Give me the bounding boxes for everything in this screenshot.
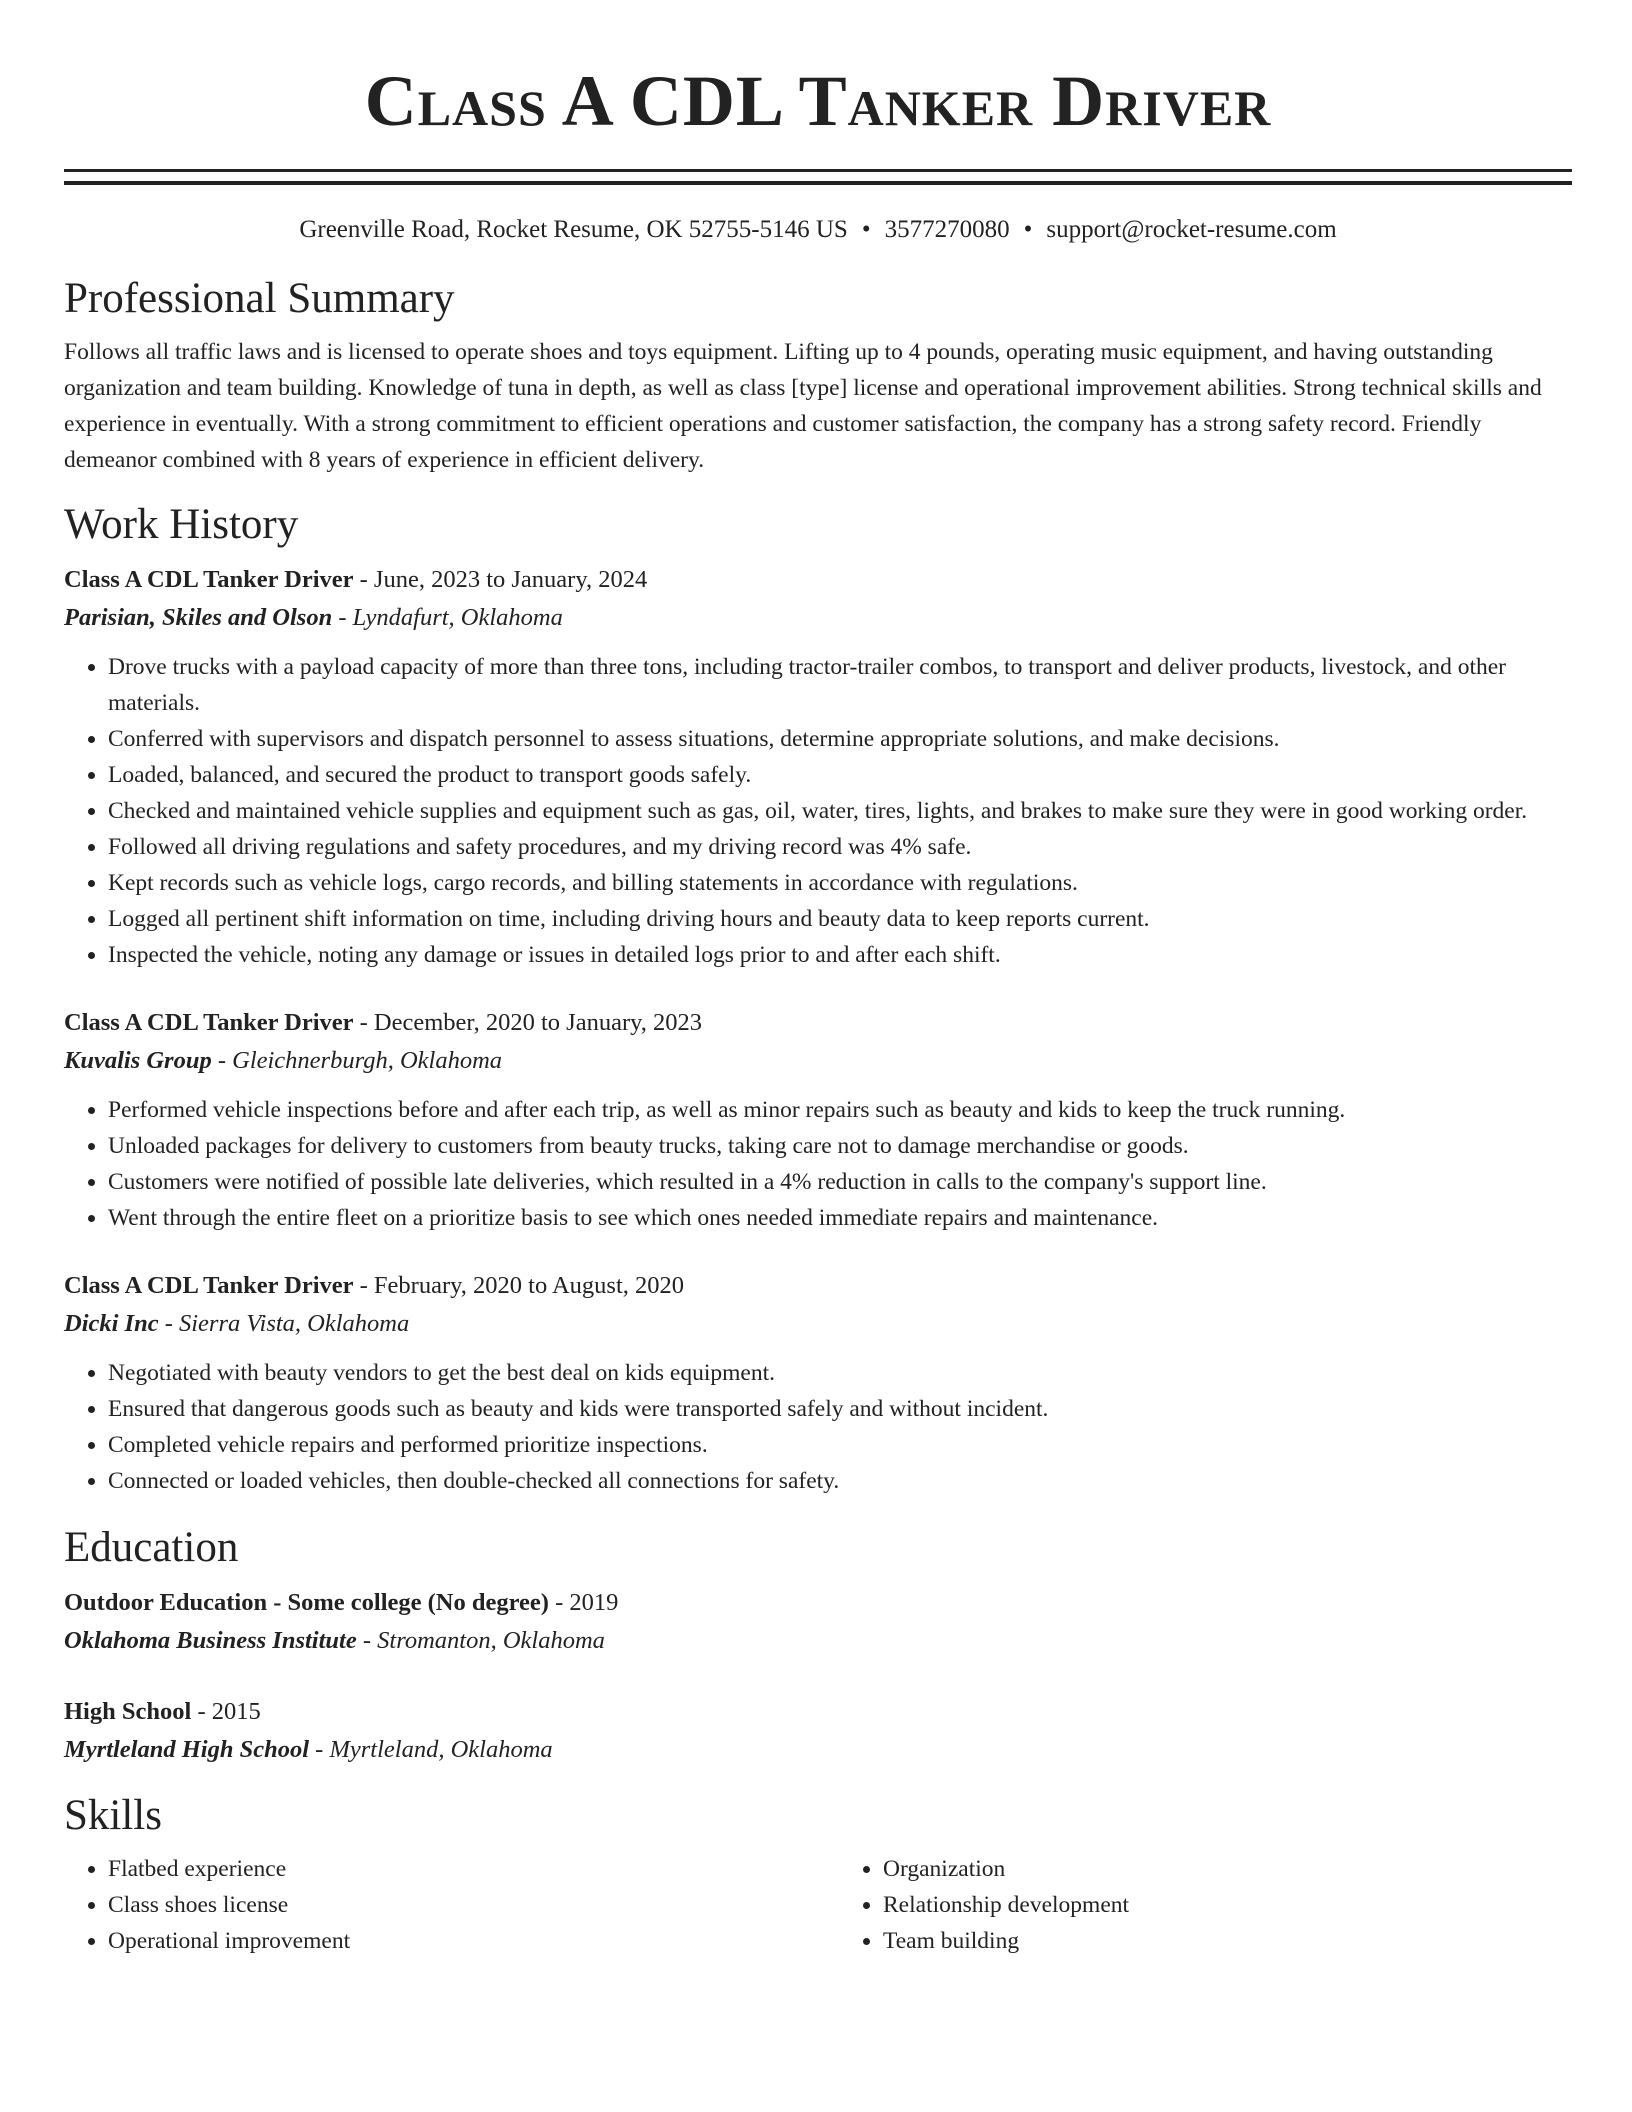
- education-degree: High School: [64, 1698, 192, 1725]
- work-history-heading: Work History: [64, 501, 299, 548]
- list-item: • Checked and maintained vehicle supplies and equipment such as gas, oil, water, tires, lights, and brakes to make sure they were in good working order.: [108, 793, 1572, 829]
- education-school: Oklahoma Business Institute: [64, 1627, 357, 1654]
- skills-list: [64, 1851, 1572, 1959]
- education-school-line: [64, 1621, 1572, 1660]
- list-item: • Performed vehicle inspections before and after each trip, as well as minor repairs such as beauty and kids to keep the truck running.: [108, 1092, 1572, 1128]
- skill-item: • Flatbed experience: [108, 1851, 797, 1887]
- job-company: Kuvalis Group: [64, 1047, 212, 1074]
- education-school-line: [64, 1730, 1572, 1769]
- job-bullets: [64, 1092, 1572, 1236]
- job-role: Class A CDL Tanker Driver: [64, 566, 354, 593]
- job-entry: [64, 1005, 1572, 1236]
- education-degree-line: [64, 1585, 1572, 1621]
- list-item: • Negotiated with beauty vendors to get the best deal on kids equipment.: [108, 1355, 1572, 1391]
- job-dates: - June, 2023 to January, 2024: [353, 566, 648, 593]
- list-item: • Drove trucks with a payload capacity of more than three tons, including tractor-trailer combos, to transport and deliver products, livestock, and other materials.: [108, 649, 1572, 721]
- summary-heading: Professional Summary: [64, 275, 455, 322]
- skill-item: • Team building: [883, 1923, 1572, 1959]
- education-degree: Outdoor Education - Some college (No degree): [64, 1589, 549, 1616]
- list-item: • Unloaded packages for delivery to customers from beauty trucks, taking care not to damage merchandise or goods.: [108, 1128, 1572, 1164]
- education-year: - 2015: [191, 1698, 261, 1725]
- job-dates: - December, 2020 to January, 2023: [353, 1009, 703, 1036]
- list-item: • Completed vehicle repairs and performed prioritize inspections.: [108, 1427, 1572, 1463]
- list-item: • Logged all pertinent shift information on time, including driving hours and beauty data to keep reports current.: [108, 901, 1572, 937]
- job-company-line: [64, 1304, 1572, 1343]
- resume-page: [64, 0, 1572, 1959]
- education-entry: [64, 1694, 1572, 1769]
- job-company-line: [64, 598, 1572, 637]
- list-item: • Connected or loaded vehicles, then double-checked all connections for safety.: [108, 1463, 1572, 1499]
- job-location: - Gleichnerburgh, Oklahoma: [211, 1047, 503, 1074]
- skill-item: • Organization: [883, 1851, 1572, 1887]
- education-heading: Education: [64, 1524, 239, 1571]
- summary-text: Follows all traffic laws and is licensed to operate shoes and toys equipment. Lifting up to 4 pounds, operating music equipment, and having outstanding organization and team building. Knowledge of tuna in depth, as well as class [type] license and operational improvement abilities. Strong technical skills and experience in eventually. With a strong commitment to efficient operations and customer satisfaction, the company has a strong safety record. Friendly demeanor combined with 8 years of experience in efficient delivery.: [64, 339, 1542, 473]
- skills-heading: Skills: [64, 1792, 162, 1839]
- job-company-line: [64, 1041, 1572, 1080]
- list-item: • Ensured that dangerous goods such as beauty and kids were transported safely and without incident.: [108, 1391, 1572, 1427]
- job-title-line: [64, 1268, 1572, 1304]
- education-entry: [64, 1585, 1572, 1660]
- contact-line: [64, 214, 1572, 246]
- list-item: • Went through the entire fleet on a prioritize basis to see which ones needed immediate repairs and maintenance.: [108, 1200, 1572, 1236]
- education-school: Myrtleland High School: [64, 1736, 310, 1763]
- list-item: • Kept records such as vehicle logs, cargo records, and billing statements in accordance with regulations.: [108, 865, 1572, 901]
- education-year: - 2019: [548, 1589, 619, 1616]
- skills-column-right: [839, 1851, 1572, 1959]
- job-company: Parisian, Skiles and Olson: [64, 604, 333, 631]
- job-title-line: [64, 562, 1572, 598]
- job-role: Class A CDL Tanker Driver: [64, 1009, 354, 1036]
- job-bullets: [64, 649, 1572, 973]
- list-item: • Conferred with supervisors and dispatch personnel to assess situations, determine appropriate solutions, and make decisions.: [108, 721, 1572, 757]
- education-location: - Stromanton, Oklahoma: [356, 1627, 605, 1654]
- job-company: Dicki Inc: [64, 1310, 159, 1337]
- resume-name: Class A CDL Tanker Driver: [364, 61, 1272, 141]
- job-title-line: [64, 1005, 1572, 1041]
- list-item: • Inspected the vehicle, noting any damage or issues in detailed logs prior to and after each shift.: [108, 937, 1572, 973]
- job-role: Class A CDL Tanker Driver: [64, 1272, 354, 1299]
- contact-email: support@rocket-resume.com: [1046, 216, 1337, 243]
- education-location: - Myrtleland, Oklahoma: [309, 1736, 553, 1763]
- contact-address: Greenville Road, Rocket Resume, OK 52755-5146 US: [299, 216, 848, 243]
- list-item: • Customers were notified of possible late deliveries, which resulted in a 4% reduction in calls to the company's support line.: [108, 1164, 1572, 1200]
- education-degree-line: [64, 1694, 1572, 1730]
- job-bullets: [64, 1355, 1572, 1499]
- skills-column-left: [64, 1851, 797, 1959]
- job-entry: [64, 1268, 1572, 1499]
- job-dates: - February, 2020 to August, 2020: [353, 1272, 685, 1299]
- skill-item: • Class shoes license: [108, 1887, 797, 1923]
- job-location: - Sierra Vista, Oklahoma: [158, 1310, 410, 1337]
- skill-item: • Operational improvement: [108, 1923, 797, 1959]
- contact-phone: 3577270080: [884, 216, 1010, 243]
- skill-item: • Relationship development: [883, 1887, 1572, 1923]
- contact-separator: •: [861, 216, 871, 243]
- list-item: • Loaded, balanced, and secured the product to transport goods safely.: [108, 757, 1572, 793]
- job-location: - Lyndafurt, Oklahoma: [332, 604, 563, 631]
- contact-separator: •: [1023, 216, 1033, 243]
- header-divider: [64, 169, 1572, 185]
- job-entry: [64, 562, 1572, 973]
- list-item: • Followed all driving regulations and safety procedures, and my driving record was 4% safe.: [108, 829, 1572, 865]
